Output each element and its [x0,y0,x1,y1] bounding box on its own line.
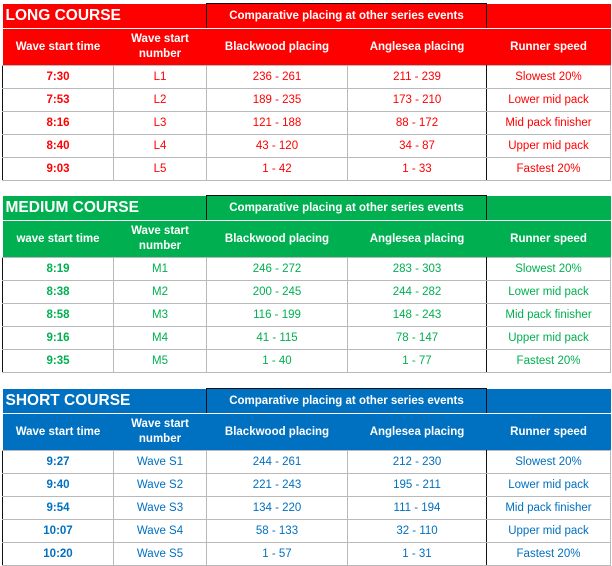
runner-speed-cell: Mid pack finisher [487,304,611,327]
anglesea-placing-cell: 111 - 194 [348,497,487,520]
blackwood-placing-cell: 1 - 42 [207,158,348,181]
long-course-section [2,3,610,181]
runner-speed-cell: Slowest 20% [487,66,611,89]
runner-speed-cell: Fastest 20% [487,158,611,181]
table-row [3,350,611,373]
table-row [3,89,611,112]
anglesea-placing-cell: 88 - 172 [348,112,487,135]
blackwood-placing-cell: 236 - 261 [207,66,348,89]
wave-number-cell: M4 [114,327,207,350]
blackwood-placing-cell: 244 - 261 [207,451,348,474]
table-row [3,66,611,89]
wave-number-cell: Wave S1 [114,451,207,474]
blackwood-placing-cell: 1 - 57 [207,543,348,566]
wave-start-time-cell: 9:35 [3,350,114,373]
wave-number-cell: L4 [114,135,207,158]
runner-speed-cell: Upper mid pack [487,135,611,158]
wave-start-time-cell: 9:03 [3,158,114,181]
table-row [3,281,611,304]
runner-speed-cell: Slowest 20% [487,258,611,281]
table-row [3,158,611,181]
short-course-title: SHORT COURSE [3,389,207,414]
blank-header-cell [487,196,611,221]
wave-start-time-header: Wave start time [3,29,114,66]
blank-header-cell [487,4,611,29]
wave-start-time-cell: 7:53 [3,89,114,112]
table-row [3,474,611,497]
anglesea-placing-cell: 283 - 303 [348,258,487,281]
wave-start-time-cell: 9:54 [3,497,114,520]
wave-start-time-cell: 8:40 [3,135,114,158]
runner-speed-header: Runner speed [487,29,611,66]
wave-number-cell: L2 [114,89,207,112]
blackwood-placing-cell: 41 - 115 [207,327,348,350]
table-row [3,497,611,520]
table-row [3,520,611,543]
blackwood-placing-cell: 221 - 243 [207,474,348,497]
anglesea-placing-cell: 211 - 239 [348,66,487,89]
table-row [3,304,611,327]
anglesea-placing-header: Anglesea placing [348,414,487,451]
medium-course-title: MEDIUM COURSE [3,196,207,221]
medium-course-table [2,195,611,373]
wave-start-time-cell: 9:40 [3,474,114,497]
wave-start-number-header: Wave start number [114,414,207,451]
wave-number-cell: L3 [114,112,207,135]
blackwood-placing-cell: 121 - 188 [207,112,348,135]
runner-speed-cell: Mid pack finisher [487,112,611,135]
table-row [3,451,611,474]
runner-speed-header: Runner speed [487,221,611,258]
wave-start-time-cell: 8:16 [3,112,114,135]
runner-speed-cell: Lower mid pack [487,281,611,304]
anglesea-placing-cell: 1 - 31 [348,543,487,566]
wave-start-time-cell: 9:16 [3,327,114,350]
blackwood-placing-header: Blackwood placing [207,29,348,66]
blackwood-placing-cell: 1 - 40 [207,350,348,373]
blackwood-placing-cell: 58 - 133 [207,520,348,543]
blackwood-placing-cell: 200 - 245 [207,281,348,304]
wave-start-time-cell: 9:27 [3,451,114,474]
runner-speed-cell: Mid pack finisher [487,497,611,520]
runner-speed-cell: Lower mid pack [487,474,611,497]
anglesea-placing-cell: 34 - 87 [348,135,487,158]
blackwood-placing-cell: 43 - 120 [207,135,348,158]
runner-speed-cell: Upper mid pack [487,327,611,350]
table-row [3,135,611,158]
runner-speed-header: Runner speed [487,414,611,451]
anglesea-placing-cell: 1 - 77 [348,350,487,373]
anglesea-placing-cell: 244 - 282 [348,281,487,304]
anglesea-placing-cell: 195 - 211 [348,474,487,497]
table-row [3,327,611,350]
runner-speed-cell: Fastest 20% [487,543,611,566]
table-row [3,258,611,281]
blank-header-cell [487,389,611,414]
wave-number-cell: Wave S5 [114,543,207,566]
runner-speed-cell: Slowest 20% [487,451,611,474]
anglesea-placing-cell: 1 - 33 [348,158,487,181]
wave-number-cell: M2 [114,281,207,304]
blackwood-placing-header: Blackwood placing [207,221,348,258]
wave-start-time-cell: 10:07 [3,520,114,543]
wave-number-cell: L1 [114,66,207,89]
anglesea-placing-cell: 78 - 147 [348,327,487,350]
wave-start-time-header: Wave start time [3,414,114,451]
wave-start-number-header: Wave start number [114,29,207,66]
blackwood-placing-cell: 189 - 235 [207,89,348,112]
anglesea-placing-header: Anglesea placing [348,221,487,258]
wave-number-cell: Wave S4 [114,520,207,543]
wave-number-cell: M3 [114,304,207,327]
anglesea-placing-cell: 32 - 110 [348,520,487,543]
blackwood-placing-header: Blackwood placing [207,414,348,451]
wave-number-cell: M1 [114,258,207,281]
comparative-placing-header: Comparative placing at other series events [207,389,487,414]
wave-start-time-header: wave start time [3,221,114,258]
wave-number-cell: Wave S2 [114,474,207,497]
runner-speed-cell: Fastest 20% [487,350,611,373]
wave-number-cell: L5 [114,158,207,181]
wave-start-number-header: Wave start number [114,221,207,258]
runner-speed-cell: Upper mid pack [487,520,611,543]
table-row [3,543,611,566]
medium-course-section [2,195,610,373]
wave-start-time-cell: 10:20 [3,543,114,566]
wave-start-time-cell: 8:19 [3,258,114,281]
wave-number-cell: M5 [114,350,207,373]
long-course-table [2,3,611,181]
wave-start-time-cell: 7:30 [3,66,114,89]
runner-speed-cell: Lower mid pack [487,89,611,112]
table-row [3,112,611,135]
blackwood-placing-cell: 246 - 272 [207,258,348,281]
blackwood-placing-cell: 134 - 220 [207,497,348,520]
anglesea-placing-cell: 212 - 230 [348,451,487,474]
wave-number-cell: Wave S3 [114,497,207,520]
anglesea-placing-header: Anglesea placing [348,29,487,66]
blackwood-placing-cell: 116 - 199 [207,304,348,327]
anglesea-placing-cell: 148 - 243 [348,304,487,327]
long-course-title: LONG COURSE [3,4,207,29]
wave-start-time-cell: 8:38 [3,281,114,304]
short-course-section [2,388,610,566]
comparative-placing-header: Comparative placing at other series events [207,4,487,29]
short-course-table [2,388,611,566]
comparative-placing-header: Comparative placing at other series events [207,196,487,221]
anglesea-placing-cell: 173 - 210 [348,89,487,112]
wave-start-time-cell: 8:58 [3,304,114,327]
